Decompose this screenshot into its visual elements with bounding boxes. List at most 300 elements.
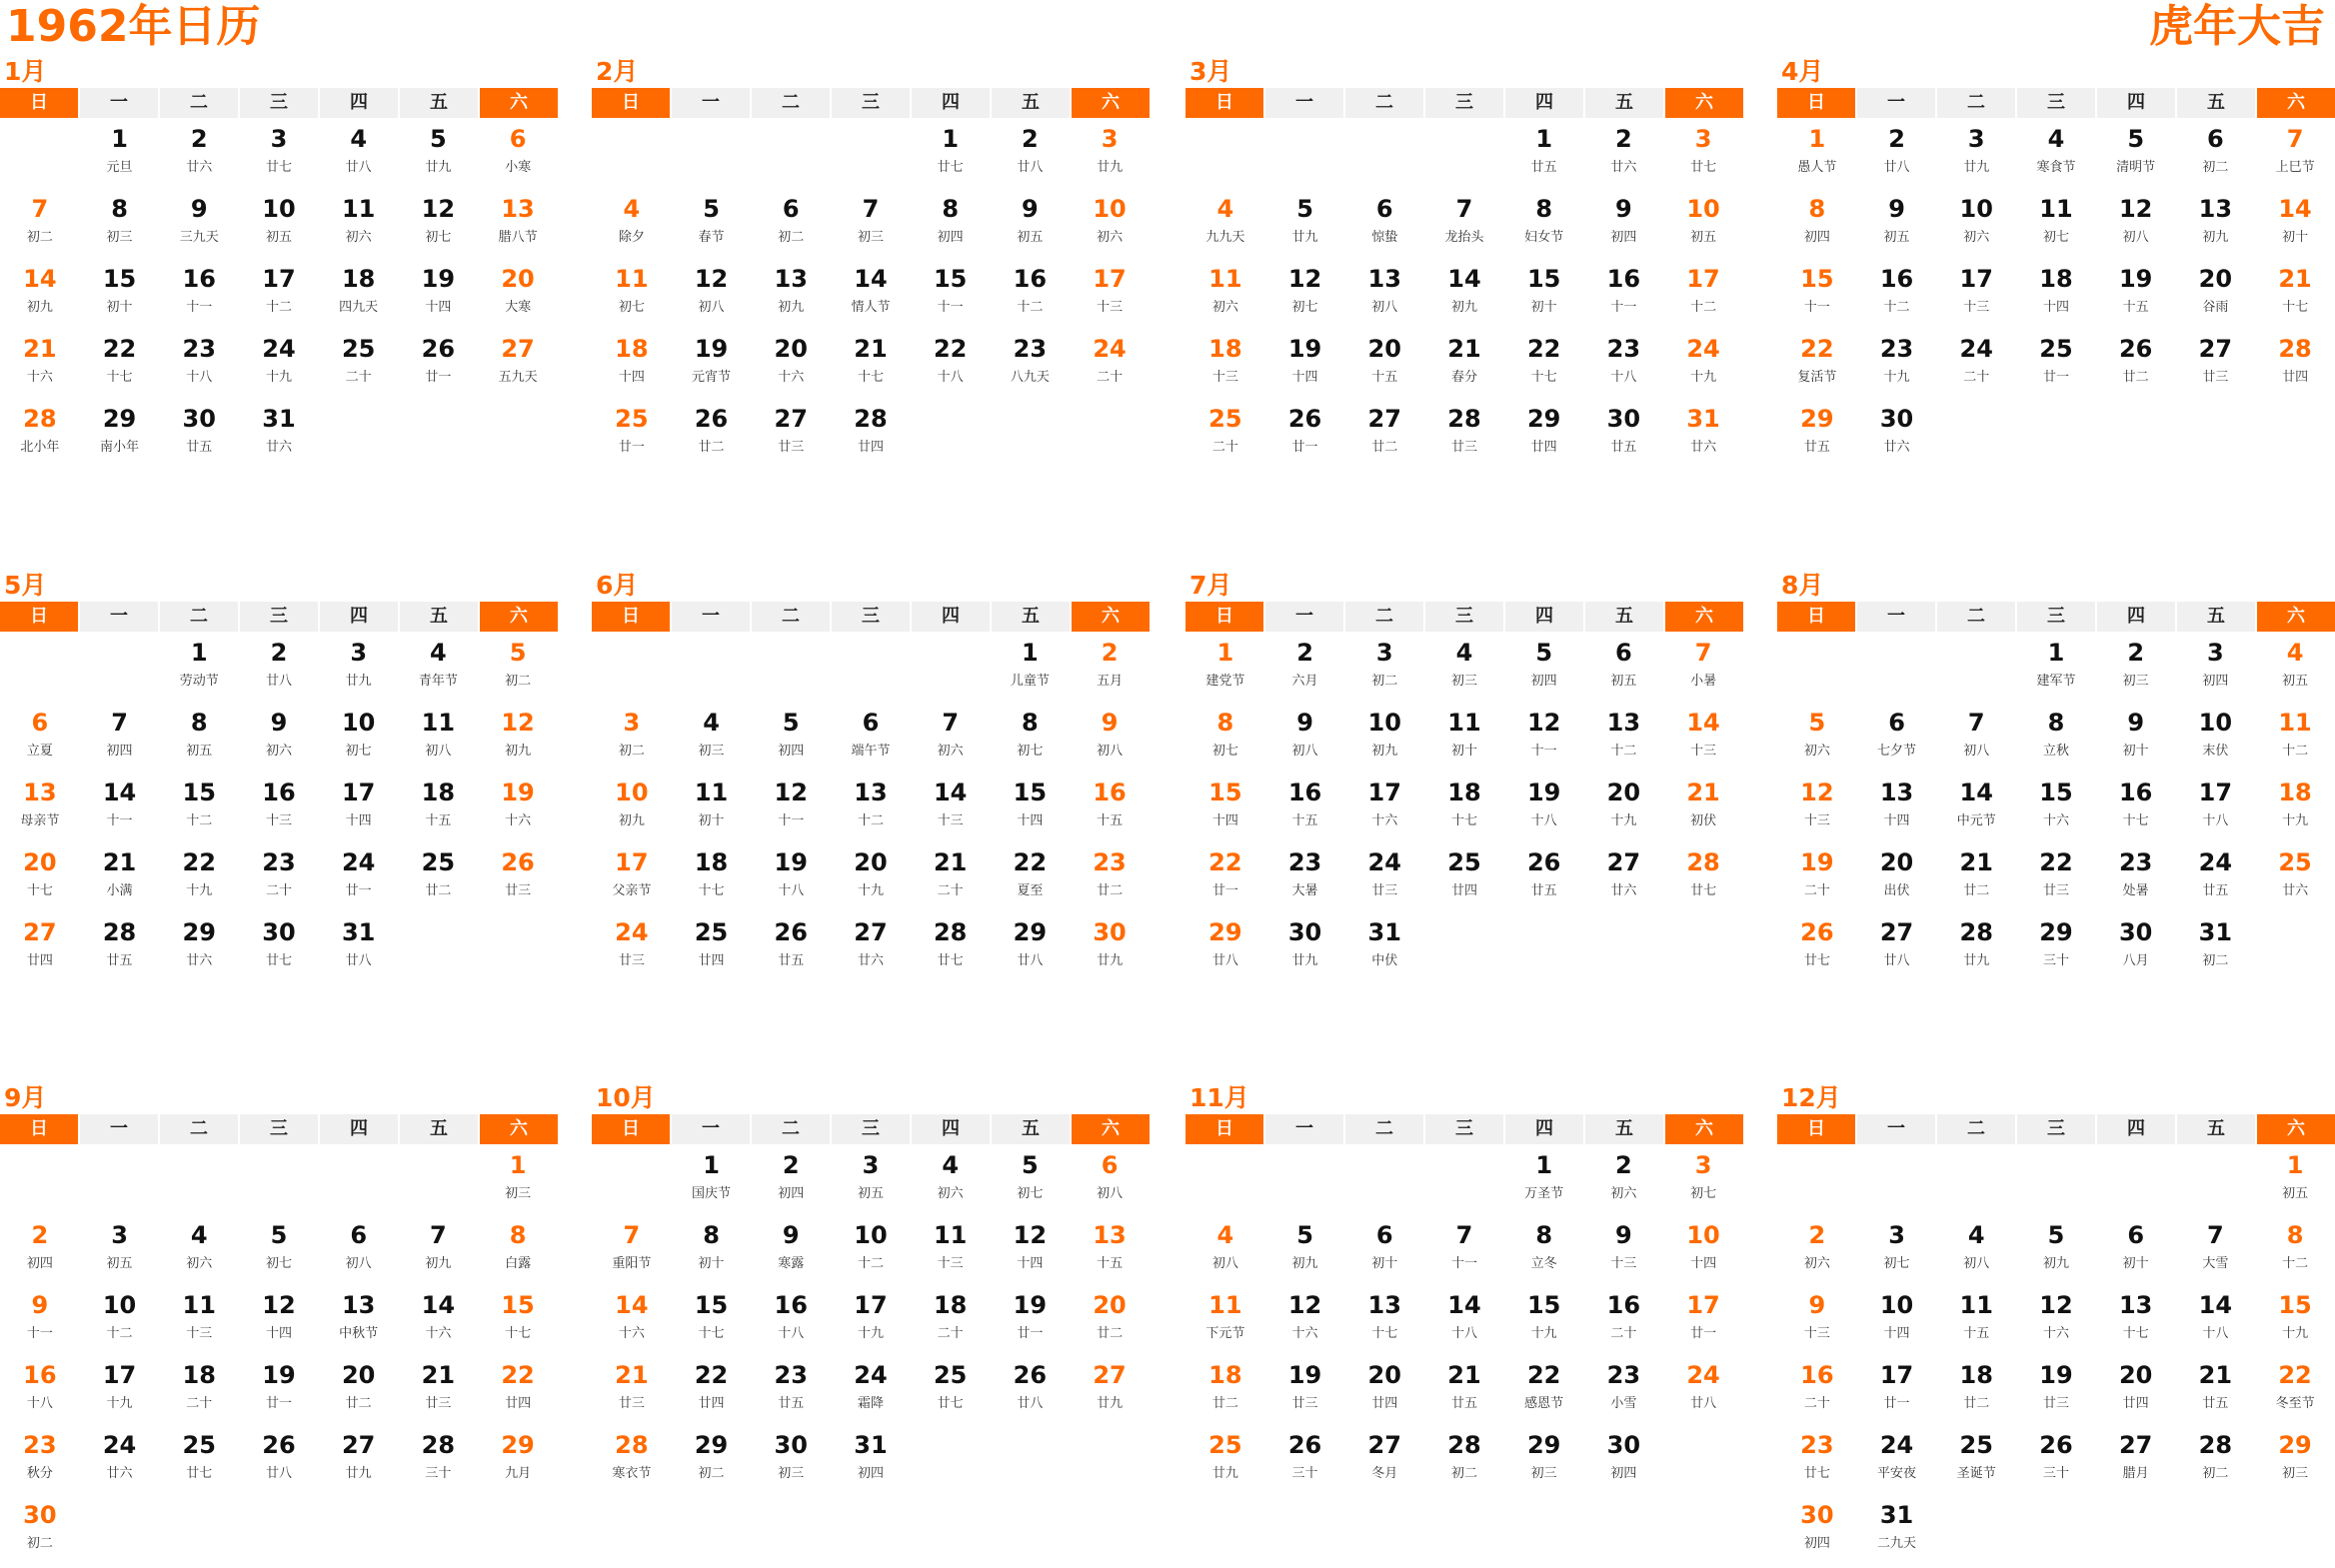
day-cell[interactable] [2176,192,2256,262]
day-cell[interactable] [1265,402,1345,472]
day-cell[interactable] [399,1218,479,1288]
day-cell[interactable] [592,1288,672,1358]
day-cell[interactable] [2255,706,2335,776]
day-cell[interactable] [831,402,911,472]
day-cell[interactable] [1344,915,1424,985]
day-cell[interactable] [0,706,80,776]
day-cell[interactable] [1663,262,1743,332]
day-cell[interactable] [1857,776,1937,845]
day-cell[interactable] [1663,636,1743,706]
day-cell[interactable] [592,1358,672,1428]
day-cell[interactable] [319,776,399,845]
day-cell[interactable] [911,706,991,776]
day-cell[interactable] [1070,262,1150,332]
day-cell[interactable] [991,1288,1071,1358]
day-cell[interactable] [0,1218,80,1288]
day-cell[interactable] [1936,122,2016,192]
day-cell[interactable] [239,1288,319,1358]
day-cell[interactable] [1777,262,1857,332]
day-cell[interactable] [239,262,319,332]
day-cell[interactable] [1584,1428,1664,1498]
day-cell[interactable] [1777,1288,1857,1358]
day-cell[interactable] [1070,1288,1150,1358]
day-cell[interactable] [2255,192,2335,262]
day-cell[interactable] [991,192,1071,262]
day-cell[interactable] [1265,1288,1345,1358]
day-cell[interactable] [2096,1358,2176,1428]
day-cell[interactable] [911,332,991,402]
day-cell[interactable] [1584,262,1664,332]
day-cell[interactable] [1424,776,1504,845]
day-cell[interactable] [1344,1358,1424,1428]
day-cell[interactable] [2176,262,2256,332]
day-cell[interactable] [1857,1218,1937,1288]
day-cell[interactable] [1265,332,1345,402]
day-cell[interactable] [2096,192,2176,262]
day-cell[interactable] [911,1218,991,1288]
day-cell[interactable] [1936,332,2016,402]
day-cell[interactable] [2176,706,2256,776]
day-cell[interactable] [672,262,752,332]
day-cell[interactable] [239,192,319,262]
day-cell[interactable] [2255,776,2335,845]
day-cell[interactable] [0,1428,80,1498]
day-cell[interactable] [1185,192,1265,262]
day-cell[interactable] [2176,1288,2256,1358]
day-cell[interactable] [80,1358,160,1428]
day-cell[interactable] [672,332,752,402]
day-cell[interactable] [319,845,399,915]
day-cell[interactable] [159,1288,239,1358]
day-cell[interactable] [831,1358,911,1428]
day-cell[interactable] [2176,845,2256,915]
day-cell[interactable] [478,845,558,915]
day-cell[interactable] [239,332,319,402]
day-cell[interactable] [672,1148,752,1218]
day-cell[interactable] [239,1218,319,1288]
day-cell[interactable] [1504,1148,1584,1218]
day-cell[interactable] [478,192,558,262]
day-cell[interactable] [831,915,911,985]
day-cell[interactable] [80,1218,160,1288]
day-cell[interactable] [1857,1498,1937,1568]
day-cell[interactable] [1936,1218,2016,1288]
day-cell[interactable] [991,332,1071,402]
day-cell[interactable] [751,1428,831,1498]
day-cell[interactable] [1185,402,1265,472]
day-cell[interactable] [319,332,399,402]
day-cell[interactable] [1424,1428,1504,1498]
day-cell[interactable] [2096,915,2176,985]
day-cell[interactable] [399,845,479,915]
day-cell[interactable] [239,1358,319,1428]
day-cell[interactable] [319,262,399,332]
day-cell[interactable] [319,192,399,262]
day-cell[interactable] [478,1288,558,1358]
day-cell[interactable] [1936,1358,2016,1428]
day-cell[interactable] [80,776,160,845]
day-cell[interactable] [1185,915,1265,985]
day-cell[interactable] [2016,332,2096,402]
day-cell[interactable] [1265,1428,1345,1498]
day-cell[interactable] [1857,845,1937,915]
day-cell[interactable] [911,1358,991,1428]
day-cell[interactable] [831,776,911,845]
day-cell[interactable] [399,636,479,706]
day-cell[interactable] [1777,845,1857,915]
day-cell[interactable] [751,706,831,776]
day-cell[interactable] [2096,262,2176,332]
day-cell[interactable] [1584,776,1664,845]
day-cell[interactable] [1185,776,1265,845]
day-cell[interactable] [592,262,672,332]
day-cell[interactable] [1185,845,1265,915]
day-cell[interactable] [1777,1218,1857,1288]
day-cell[interactable] [80,1428,160,1498]
day-cell[interactable] [2016,776,2096,845]
day-cell[interactable] [831,1428,911,1498]
day-cell[interactable] [478,1218,558,1288]
day-cell[interactable] [1663,1358,1743,1428]
day-cell[interactable] [2016,262,2096,332]
day-cell[interactable] [2255,122,2335,192]
day-cell[interactable] [1584,706,1664,776]
day-cell[interactable] [2016,1358,2096,1428]
day-cell[interactable] [1070,332,1150,402]
day-cell[interactable] [2016,706,2096,776]
day-cell[interactable] [1185,636,1265,706]
day-cell[interactable] [1504,122,1584,192]
day-cell[interactable] [478,1148,558,1218]
day-cell[interactable] [1185,262,1265,332]
day-cell[interactable] [831,706,911,776]
day-cell[interactable] [319,915,399,985]
day-cell[interactable] [672,1358,752,1428]
day-cell[interactable] [2176,1428,2256,1498]
day-cell[interactable] [911,122,991,192]
day-cell[interactable] [0,332,80,402]
day-cell[interactable] [911,845,991,915]
day-cell[interactable] [1344,192,1424,262]
day-cell[interactable] [1584,1358,1664,1428]
day-cell[interactable] [1344,262,1424,332]
day-cell[interactable] [672,1428,752,1498]
day-cell[interactable] [751,1358,831,1428]
day-cell[interactable] [1584,636,1664,706]
day-cell[interactable] [672,1288,752,1358]
day-cell[interactable] [1265,776,1345,845]
day-cell[interactable] [399,776,479,845]
day-cell[interactable] [1265,706,1345,776]
day-cell[interactable] [1185,332,1265,402]
day-cell[interactable] [1663,776,1743,845]
day-cell[interactable] [1265,1358,1345,1428]
day-cell[interactable] [319,1288,399,1358]
day-cell[interactable] [751,915,831,985]
day-cell[interactable] [1504,776,1584,845]
day-cell[interactable] [2096,332,2176,402]
day-cell[interactable] [1185,706,1265,776]
day-cell[interactable] [319,122,399,192]
day-cell[interactable] [478,332,558,402]
day-cell[interactable] [0,1288,80,1358]
day-cell[interactable] [2255,1428,2335,1498]
day-cell[interactable] [911,192,991,262]
day-cell[interactable] [1070,706,1150,776]
day-cell[interactable] [2016,192,2096,262]
day-cell[interactable] [319,706,399,776]
day-cell[interactable] [2096,776,2176,845]
day-cell[interactable] [1584,192,1664,262]
day-cell[interactable] [1504,706,1584,776]
day-cell[interactable] [80,402,160,472]
day-cell[interactable] [592,192,672,262]
day-cell[interactable] [911,915,991,985]
day-cell[interactable] [1857,1288,1937,1358]
day-cell[interactable] [399,1428,479,1498]
day-cell[interactable] [1424,1358,1504,1428]
day-cell[interactable] [1584,332,1664,402]
day-cell[interactable] [592,915,672,985]
day-cell[interactable] [159,122,239,192]
day-cell[interactable] [2016,915,2096,985]
day-cell[interactable] [1424,262,1504,332]
day-cell[interactable] [1344,1428,1424,1498]
day-cell[interactable] [1070,636,1150,706]
day-cell[interactable] [1777,776,1857,845]
day-cell[interactable] [0,402,80,472]
day-cell[interactable] [319,1218,399,1288]
day-cell[interactable] [2096,1218,2176,1288]
day-cell[interactable] [319,1358,399,1428]
day-cell[interactable] [991,122,1071,192]
day-cell[interactable] [991,636,1071,706]
day-cell[interactable] [592,1218,672,1288]
day-cell[interactable] [159,845,239,915]
day-cell[interactable] [1504,332,1584,402]
day-cell[interactable] [1424,845,1504,915]
day-cell[interactable] [1936,915,2016,985]
day-cell[interactable] [1857,1358,1937,1428]
day-cell[interactable] [159,776,239,845]
day-cell[interactable] [991,706,1071,776]
day-cell[interactable] [592,706,672,776]
day-cell[interactable] [1504,192,1584,262]
day-cell[interactable] [672,192,752,262]
day-cell[interactable] [478,636,558,706]
day-cell[interactable] [911,262,991,332]
day-cell[interactable] [2176,636,2256,706]
day-cell[interactable] [239,845,319,915]
day-cell[interactable] [1777,1358,1857,1428]
day-cell[interactable] [1424,402,1504,472]
day-cell[interactable] [1777,122,1857,192]
day-cell[interactable] [1265,262,1345,332]
day-cell[interactable] [478,122,558,192]
day-cell[interactable] [1504,1218,1584,1288]
day-cell[interactable] [399,1288,479,1358]
day-cell[interactable] [991,776,1071,845]
day-cell[interactable] [831,1148,911,1218]
day-cell[interactable] [1777,1428,1857,1498]
day-cell[interactable] [1265,636,1345,706]
day-cell[interactable] [2255,845,2335,915]
day-cell[interactable] [1936,706,2016,776]
day-cell[interactable] [399,122,479,192]
day-cell[interactable] [1504,845,1584,915]
day-cell[interactable] [0,262,80,332]
day-cell[interactable] [1504,1288,1584,1358]
day-cell[interactable] [80,845,160,915]
day-cell[interactable] [1584,402,1664,472]
day-cell[interactable] [1504,402,1584,472]
day-cell[interactable] [991,262,1071,332]
day-cell[interactable] [1424,1218,1504,1288]
day-cell[interactable] [1777,1498,1857,1568]
day-cell[interactable] [0,776,80,845]
day-cell[interactable] [159,706,239,776]
day-cell[interactable] [399,332,479,402]
day-cell[interactable] [831,262,911,332]
day-cell[interactable] [1344,636,1424,706]
day-cell[interactable] [592,776,672,845]
day-cell[interactable] [1936,776,2016,845]
day-cell[interactable] [592,1428,672,1498]
day-cell[interactable] [1584,1148,1664,1218]
day-cell[interactable] [1777,192,1857,262]
day-cell[interactable] [478,706,558,776]
day-cell[interactable] [2096,845,2176,915]
day-cell[interactable] [1777,706,1857,776]
day-cell[interactable] [1344,332,1424,402]
day-cell[interactable] [478,1428,558,1498]
day-cell[interactable] [159,332,239,402]
day-cell[interactable] [1424,636,1504,706]
day-cell[interactable] [1185,1428,1265,1498]
day-cell[interactable] [159,915,239,985]
day-cell[interactable] [1857,1428,1937,1498]
day-cell[interactable] [2176,1218,2256,1288]
day-cell[interactable] [831,332,911,402]
day-cell[interactable] [319,636,399,706]
day-cell[interactable] [672,706,752,776]
day-cell[interactable] [1936,845,2016,915]
day-cell[interactable] [478,1358,558,1428]
day-cell[interactable] [672,776,752,845]
day-cell[interactable] [831,192,911,262]
day-cell[interactable] [592,845,672,915]
day-cell[interactable] [1584,845,1664,915]
day-cell[interactable] [478,776,558,845]
day-cell[interactable] [2255,1218,2335,1288]
day-cell[interactable] [239,706,319,776]
day-cell[interactable] [1344,1218,1424,1288]
day-cell[interactable] [1344,776,1424,845]
day-cell[interactable] [319,1428,399,1498]
day-cell[interactable] [2096,122,2176,192]
day-cell[interactable] [2096,636,2176,706]
day-cell[interactable] [1777,402,1857,472]
day-cell[interactable] [1265,915,1345,985]
day-cell[interactable] [1344,1288,1424,1358]
day-cell[interactable] [831,845,911,915]
day-cell[interactable] [2016,1428,2096,1498]
day-cell[interactable] [80,262,160,332]
day-cell[interactable] [1504,1428,1584,1498]
day-cell[interactable] [1663,706,1743,776]
day-cell[interactable] [2096,706,2176,776]
day-cell[interactable] [1344,845,1424,915]
day-cell[interactable] [1857,122,1937,192]
day-cell[interactable] [399,192,479,262]
day-cell[interactable] [2016,1218,2096,1288]
day-cell[interactable] [991,845,1071,915]
day-cell[interactable] [478,262,558,332]
day-cell[interactable] [80,122,160,192]
day-cell[interactable] [399,706,479,776]
day-cell[interactable] [239,915,319,985]
day-cell[interactable] [751,1218,831,1288]
day-cell[interactable] [2016,1288,2096,1358]
day-cell[interactable] [2255,636,2335,706]
day-cell[interactable] [239,636,319,706]
day-cell[interactable] [1936,1288,2016,1358]
day-cell[interactable] [2096,1428,2176,1498]
day-cell[interactable] [1344,402,1424,472]
day-cell[interactable] [751,1148,831,1218]
day-cell[interactable] [2255,1148,2335,1218]
day-cell[interactable] [80,332,160,402]
day-cell[interactable] [159,1358,239,1428]
day-cell[interactable] [1504,262,1584,332]
day-cell[interactable] [1584,1218,1664,1288]
day-cell[interactable] [2016,636,2096,706]
day-cell[interactable] [1857,332,1937,402]
day-cell[interactable] [1777,915,1857,985]
day-cell[interactable] [2255,262,2335,332]
day-cell[interactable] [1663,192,1743,262]
day-cell[interactable] [1070,192,1150,262]
day-cell[interactable] [1857,915,1937,985]
day-cell[interactable] [1584,1288,1664,1358]
day-cell[interactable] [80,706,160,776]
day-cell[interactable] [239,1428,319,1498]
day-cell[interactable] [1857,402,1937,472]
day-cell[interactable] [1185,1358,1265,1428]
day-cell[interactable] [1070,1358,1150,1428]
day-cell[interactable] [1070,1148,1150,1218]
day-cell[interactable] [1070,915,1150,985]
day-cell[interactable] [672,915,752,985]
day-cell[interactable] [1424,1288,1504,1358]
day-cell[interactable] [1504,1358,1584,1428]
day-cell[interactable] [751,262,831,332]
day-cell[interactable] [2255,1288,2335,1358]
day-cell[interactable] [991,1218,1071,1288]
day-cell[interactable] [1424,332,1504,402]
day-cell[interactable] [1936,262,2016,332]
day-cell[interactable] [0,845,80,915]
day-cell[interactable] [1070,845,1150,915]
day-cell[interactable] [0,192,80,262]
day-cell[interactable] [2176,776,2256,845]
day-cell[interactable] [399,1358,479,1428]
day-cell[interactable] [751,192,831,262]
day-cell[interactable] [1070,122,1150,192]
day-cell[interactable] [751,776,831,845]
day-cell[interactable] [1663,1218,1743,1288]
day-cell[interactable] [1265,845,1345,915]
